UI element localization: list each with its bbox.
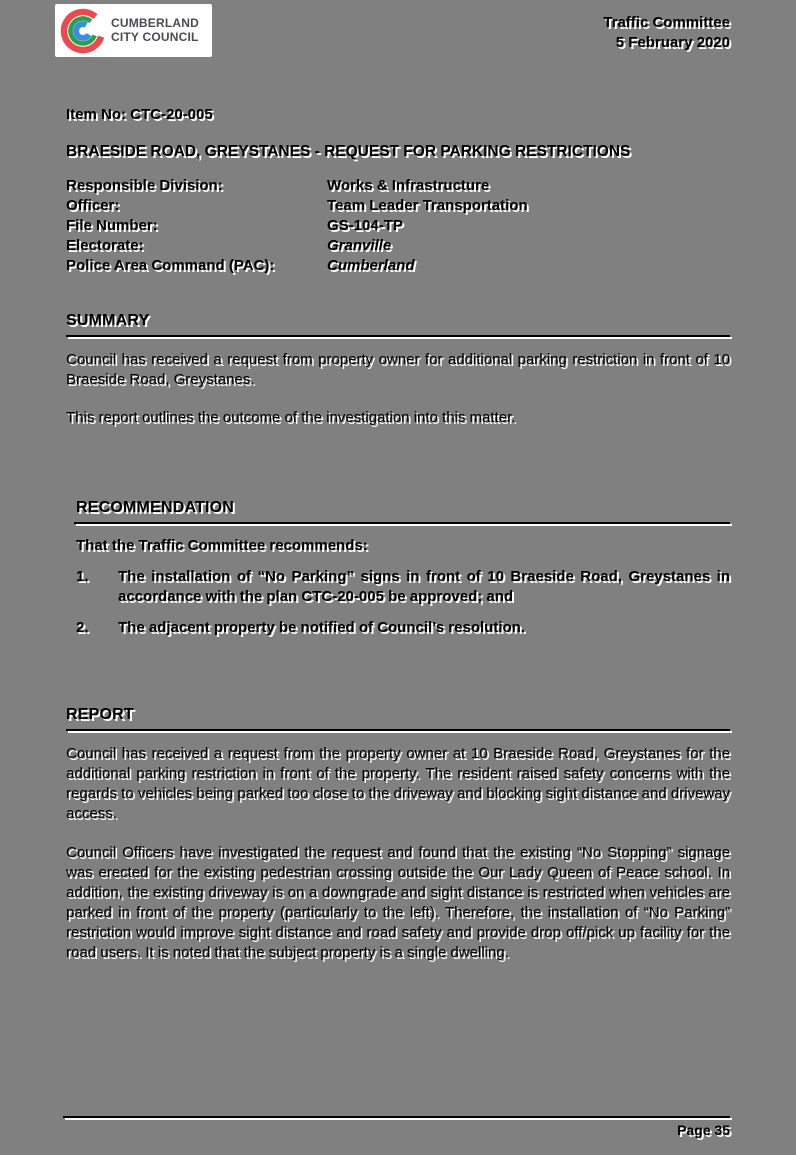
recommendation-item-2 [76, 618, 730, 638]
meta-label: Responsible Division: [66, 177, 223, 194]
meta-value: Granville [327, 237, 392, 254]
summary-heading-rule [66, 335, 730, 337]
meta-row-file-number [66, 216, 730, 236]
recommendation-item-1 [76, 567, 730, 607]
council-logo [55, 4, 212, 57]
meta-value: Cumberland [327, 257, 415, 274]
recommendation-heading-rule [74, 522, 730, 524]
recommendation-intro: That the Traffic Committee recommends: [76, 537, 368, 554]
document-header-right [603, 13, 730, 53]
meta-label: Police Area Command (PAC): [66, 257, 275, 274]
meta-label: File Number: [66, 217, 158, 234]
council-logo-text [111, 17, 199, 44]
meta-row-officer [66, 196, 730, 216]
page-number: Page 35 [677, 1122, 730, 1138]
report-meta-table [66, 176, 730, 276]
list-item-text: The adjacent property be notified of Council’s resolution. [118, 619, 525, 636]
meeting-date: 5 February 2020 [615, 34, 730, 51]
meta-value: Works & Infrastructure [327, 177, 490, 194]
report-paragraph-1: Council has received a request from the property owner at 10 Braeside Road, Greystanes for the additional parking restriction in front of the property. The resident raised safety concerns with the regards to vehicles being parked too close to the driveway and blocking sight distance and driveway access. [66, 745, 730, 822]
meta-label: Officer: [66, 197, 120, 214]
logo-line-2: CITY COUNCIL [111, 29, 199, 44]
council-logo-icon [60, 8, 106, 54]
report-paragraph-2: Council Officers have investigated the request and found that the existing “No Stopping” signage was erected for the existing pedestrian crossing outside the Our Lady Queen of Peace school. In addition, the existing driveway is on a downgrade and sight distance is restricted when vehicles are parked in front of the property (particularly to the left). Therefore, the installation of “No Parking” restriction would improve sight distance and road safety and provide drop off/pick up facility for the road users. It is noted that the subject property is a single dwelling. [66, 844, 730, 961]
list-number: 1. [76, 568, 89, 585]
meta-value: GS-104-TP [327, 217, 403, 234]
meta-row-responsible-division [66, 176, 730, 196]
meta-label: Electorate: [66, 237, 144, 254]
recommendation-heading: RECOMMENDATION [76, 499, 235, 516]
item-number-value: CTC-20-005 [130, 106, 213, 123]
list-item-text: The installation of “No Parking” signs in front of 10 Braeside Road, Greystanes in accordance with the plan CTC-20-005 be approved; and [118, 568, 730, 605]
item-number-line [66, 106, 213, 123]
report-heading-rule [66, 729, 730, 731]
meta-row-electorate [66, 236, 730, 256]
committee-name: Traffic Committee [603, 14, 730, 31]
summary-paragraph-1: Council has received a request from property owner for additional parking restriction in front of 10 Braeside Road, Greystanes. [66, 351, 730, 388]
logo-line-1: CUMBERLAND [111, 16, 199, 30]
report-heading: REPORT [66, 706, 134, 723]
summary-paragraph-2: This report outlines the outcome of the investigation into this matter. [66, 409, 516, 426]
summary-heading: SUMMARY [66, 312, 150, 329]
footer-rule [63, 1116, 730, 1118]
report-title: BRAESIDE ROAD, GREYSTANES - REQUEST FOR PARKING RESTRICTIONS [66, 143, 631, 160]
meta-row-police-area-command [66, 256, 730, 276]
meta-value: Team Leader Transportation [327, 197, 528, 214]
item-number-label: Item No: [66, 106, 126, 123]
list-number: 2. [76, 619, 89, 636]
